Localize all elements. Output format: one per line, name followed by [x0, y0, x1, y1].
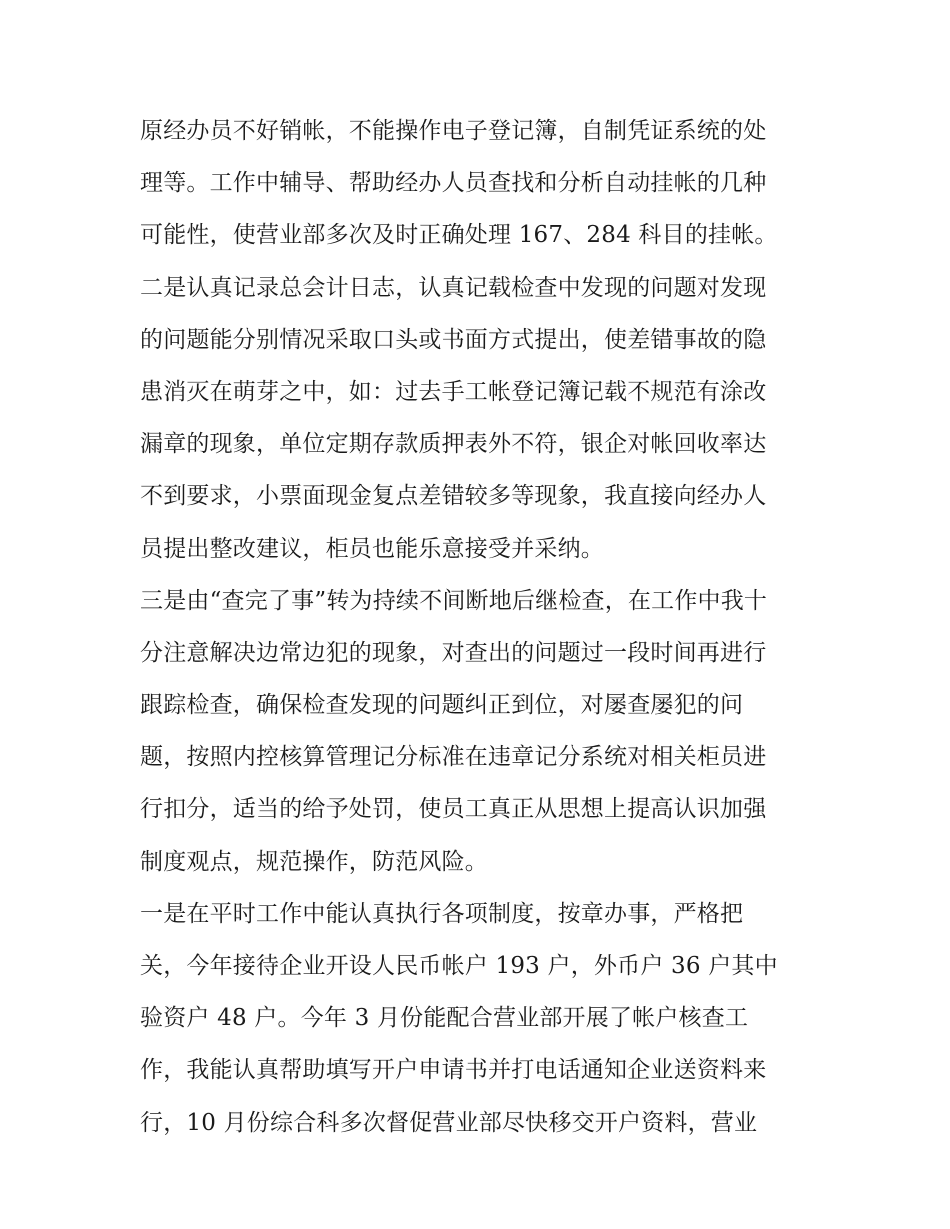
text-line: 关，今年接待企业开设人民币帐户 193 户，外币户 36 户其中	[140, 953, 778, 979]
text-line: 患消灭在萌芽之中，如：过去手工帐登记簿记载不规范有涂改	[140, 378, 767, 405]
text-line: 制度观点，规范操作，防范风险。	[140, 848, 488, 875]
text-line: 二是认真记录总会计日志，认真记载检查中发现的问题对发现	[140, 274, 767, 301]
text-line: 题，按照内控核算管理记分标准在违章记分系统对相关柜员进	[140, 744, 767, 771]
text-line: 不到要求，小票面现金复点差错较多等现象，我直接向经办人	[140, 483, 767, 510]
text-line: 可能性，使营业部多次及时正确处理 167、284 科目的挂帐。	[140, 222, 778, 249]
text-line: 行，10 月份综合科多次督促营业部尽快移交开户资料，营业	[140, 1109, 758, 1136]
text-line: 漏章的现象，单位定期存款质押表外不符，银企对帐回收率达	[140, 431, 767, 458]
text-line: 跟踪检查，确保检查发现的问题纠正到位，对屡查屡犯的问	[140, 692, 744, 719]
text-line: 理等。工作中辅导、帮助经办人员查找和分析自动挂帐的几种	[140, 170, 767, 197]
body-text	[140, 105, 830, 1149]
text-line: 一是在平时工作中能认真执行各项制度，按章办事，严格把	[140, 900, 744, 927]
text-line: 的问题能分别情况采取口头或书面方式提出，使差错事故的隐	[140, 326, 767, 353]
text-line: 分注意解决边常边犯的现象，对查出的问题过一段时间再进行	[140, 639, 767, 666]
text-line: 原经办员不好销帐，不能操作电子登记簿，自制凭证系统的处	[140, 118, 767, 144]
text-line: 验资户 48 户。今年 3 月份能配合营业部开展了帐户核查工	[140, 1005, 749, 1032]
text-line: 三是由“查完了事”转为持续不间断地后继检查，在工作中我十	[140, 587, 768, 614]
text-line: 作，我能认真帮助填写开户申请书并打电话通知企业送资料来	[140, 1057, 767, 1084]
text-line: 行扣分，适当的给予处罚，使员工真正从思想上提高认识加强	[140, 796, 767, 823]
text-line: 员提出整改建议，柜员也能乐意接受并采纳。	[140, 535, 604, 562]
